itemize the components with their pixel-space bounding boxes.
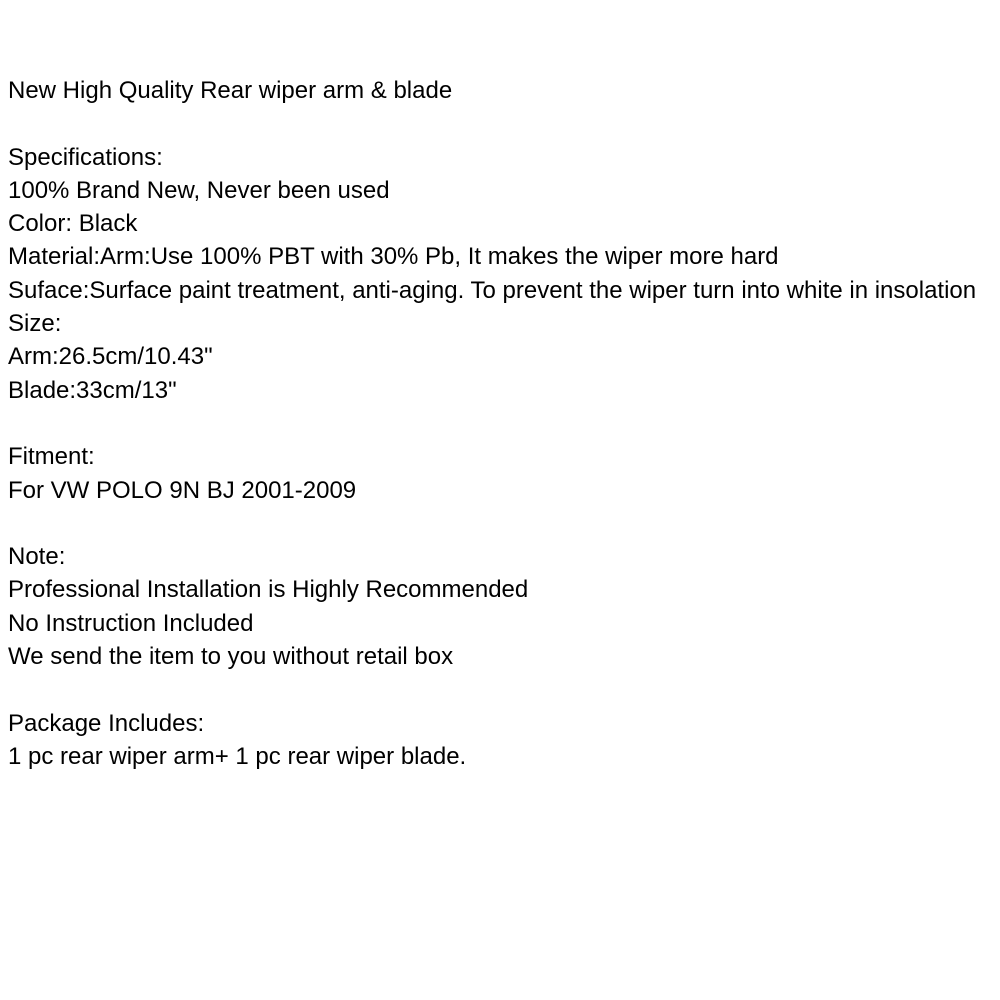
note-line-instruction: No Instruction Included [8, 609, 254, 637]
note-line-retail-box: We send the item to you without retail box [8, 643, 454, 671]
section-note [8, 540, 992, 673]
spec-line-material: Material:Arm:Use 100% PBT with 30% Pb, It makes the wiper more hard [8, 243, 779, 271]
section-heading: Package Includes: [8, 709, 205, 737]
spec-line-surface: Suface:Surface paint treatment, anti-aging. To prevent the wiper turn into white in insolation [8, 276, 977, 304]
section-heading: Note: [8, 543, 66, 571]
section-specifications [8, 141, 992, 407]
section-heading: Specifications: [8, 143, 163, 171]
spec-line-brand-new: 100% Brand New, Never been used [8, 176, 390, 204]
description-title: New High Quality Rear wiper arm & blade [8, 77, 453, 104]
package-line-contents: 1 pc rear wiper arm+ 1 pc rear wiper blade. [8, 742, 467, 770]
section-package-includes [8, 707, 992, 774]
fitment-line-vehicle: For VW POLO 9N BJ 2001-2009 [8, 476, 357, 504]
spec-line-arm-size: Arm:26.5cm/10.43" [8, 343, 213, 371]
spec-line-blade-size: Blade:33cm/13" [8, 376, 177, 404]
spec-line-size-label: Size: [8, 310, 62, 338]
section-heading: Fitment: [8, 443, 95, 471]
spec-line-color: Color: Black [8, 210, 138, 238]
section-fitment [8, 440, 992, 507]
note-line-installation: Professional Installation is Highly Recommended [8, 576, 529, 604]
